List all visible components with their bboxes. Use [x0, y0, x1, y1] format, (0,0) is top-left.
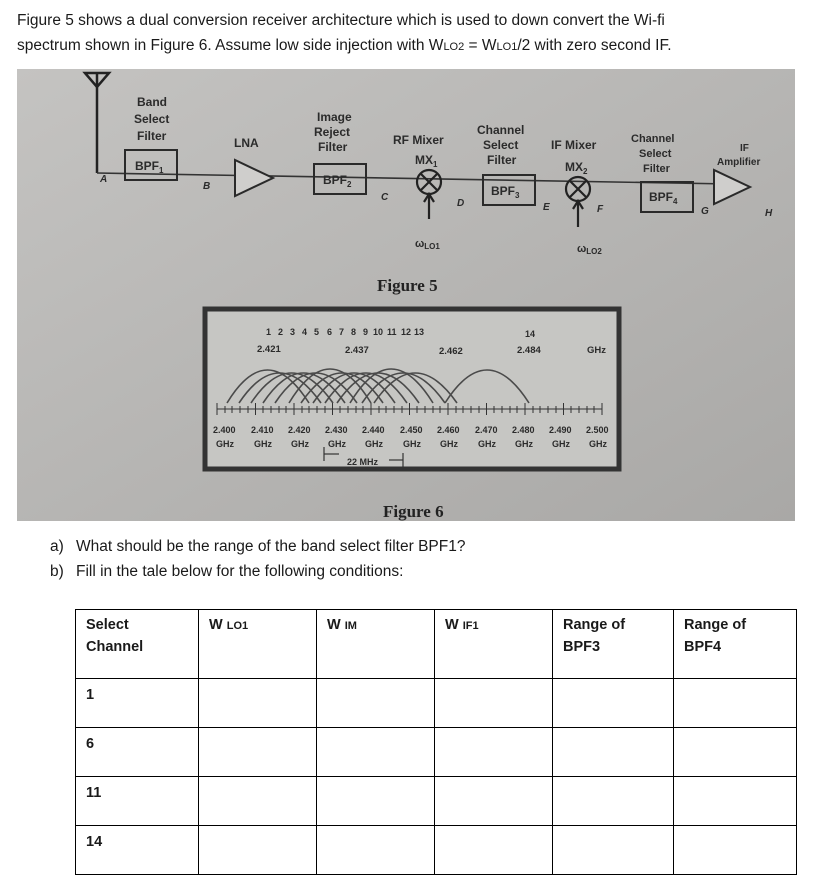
svg-text:GHz: GHz	[254, 439, 272, 449]
figure-5-caption: Figure 5	[377, 276, 438, 295]
svg-text:GHz: GHz	[403, 439, 421, 449]
intro-text: /2 with zero second IF.	[517, 37, 672, 54]
svg-text:2.462: 2.462	[439, 346, 463, 357]
figure-photo-drawing	[17, 69, 795, 521]
answer-cell[interactable]	[317, 777, 435, 826]
header-range-bpf3: Range of BPF3	[553, 610, 674, 679]
intro-subscript: LO2	[443, 41, 465, 53]
answer-cell[interactable]	[674, 728, 797, 777]
svg-text:2.430: 2.430	[325, 425, 348, 435]
channel-cell: 6	[76, 728, 199, 777]
svg-text:11: 11	[387, 327, 397, 337]
svg-text:GHz: GHz	[216, 439, 234, 449]
answer-cell[interactable]	[674, 679, 797, 728]
svg-text:GHz: GHz	[515, 439, 533, 449]
answer-cell[interactable]	[553, 826, 674, 875]
header-w-lo1: W LO1	[199, 610, 317, 679]
answer-cell[interactable]	[199, 679, 317, 728]
channel-cell: 1	[76, 679, 199, 728]
svg-text:2.400: 2.400	[213, 425, 236, 435]
table-row	[76, 679, 797, 728]
channel-cell: 11	[76, 777, 199, 826]
svg-text:8: 8	[351, 327, 357, 337]
question-b-text: Fill in the tale below for the following conditions:	[76, 563, 404, 580]
intro-line-2	[17, 33, 822, 60]
svg-text:2.410: 2.410	[251, 425, 274, 435]
svg-text:GHz: GHz	[365, 439, 383, 449]
bpf2-label: Image Reject Filter	[314, 110, 352, 154]
svg-text:12: 12	[401, 327, 412, 337]
svg-text:2.460: 2.460	[437, 425, 460, 435]
svg-text:2.450: 2.450	[400, 425, 423, 435]
svg-text:2.470: 2.470	[475, 425, 498, 435]
svg-text:2.490: 2.490	[549, 425, 572, 435]
mx2-name: $MX_2$	[565, 160, 588, 176]
svg-text:2.500: 2.500	[586, 425, 609, 435]
svg-text:2.480: 2.480	[512, 425, 535, 435]
svg-text:7: 7	[339, 327, 345, 337]
answer-cell[interactable]	[553, 728, 674, 777]
question-b	[50, 563, 403, 581]
answer-cell[interactable]	[199, 777, 317, 826]
bpf2-name: $BPF_2$	[323, 173, 352, 189]
table-header-row	[76, 610, 797, 679]
lo2-label: ωLO2	[577, 243, 602, 256]
answer-cell[interactable]	[199, 728, 317, 777]
question-a-label: a)	[50, 538, 64, 555]
svg-text:GHz: GHz	[552, 439, 570, 449]
header-w-im: W IM	[317, 610, 435, 679]
header-w-if1: W IF1	[435, 610, 553, 679]
svg-text:3: 3	[290, 327, 296, 337]
answer-cell[interactable]	[435, 728, 553, 777]
header-select-channel: Select Channel	[76, 610, 199, 679]
intro-subscript: LO1	[496, 41, 518, 53]
answer-cell[interactable]	[553, 777, 674, 826]
bpf1-name: $BPF_1$	[135, 159, 164, 175]
question-a-text: What should be the range of the band select filter BPF1?	[76, 538, 466, 555]
svg-text:2.440: 2.440	[362, 425, 385, 435]
svg-text:GHz: GHz	[291, 439, 309, 449]
svg-text:4: 4	[302, 327, 308, 337]
figure-6-caption: Figure 6	[383, 502, 444, 521]
bpf1-label: Band Select Filter	[134, 95, 170, 143]
table-row	[76, 728, 797, 777]
if-amplifier-label: IF Amplifier	[717, 143, 761, 168]
svg-text:5: 5	[314, 327, 320, 337]
axis-tick-labels	[213, 425, 609, 435]
channel-width-label: 22 MHz	[347, 457, 379, 467]
node-letters: A B C D E F G H	[100, 174, 773, 219]
answer-cell[interactable]	[435, 826, 553, 875]
svg-text:GHz: GHz	[328, 439, 346, 449]
answer-cell[interactable]	[317, 679, 435, 728]
svg-text:13: 13	[414, 327, 425, 337]
question-a	[50, 538, 465, 556]
intro-text: spectrum shown in Figure 6. Assume low side injection with W	[17, 37, 444, 54]
bpf3-label: Channel Select Filter	[477, 123, 525, 167]
table-row	[76, 777, 797, 826]
svg-text:GHz: GHz	[440, 439, 458, 449]
bpf4-label: Channel Select Filter	[631, 133, 675, 175]
svg-text:6: 6	[327, 327, 333, 337]
svg-text:2: 2	[278, 327, 284, 337]
answer-cell[interactable]	[317, 728, 435, 777]
answer-cell[interactable]	[435, 679, 553, 728]
svg-text:14: 14	[525, 329, 536, 339]
intro-line-1: Figure 5 shows a dual conversion receiver architecture which is used to down convert the Wi-fi	[17, 12, 665, 29]
answer-table	[75, 609, 797, 875]
lo1-label: ωLO1	[415, 238, 440, 251]
mx1-name: $MX_1$	[415, 153, 438, 169]
intro-text: = W	[464, 37, 497, 54]
bpf4-name: $BPF_4$	[649, 190, 678, 206]
svg-text:2.421: 2.421	[257, 344, 281, 355]
lna-label: LNA	[234, 136, 259, 150]
question-b-label: b)	[50, 563, 64, 580]
answer-cell[interactable]	[199, 826, 317, 875]
answer-cell[interactable]	[674, 777, 797, 826]
intro-paragraph	[17, 8, 822, 60]
svg-text:GHz: GHz	[478, 439, 496, 449]
bpf3-name: $BPF_3$	[491, 184, 520, 200]
svg-text:9: 9	[363, 327, 369, 337]
answer-cell[interactable]	[317, 826, 435, 875]
svg-text:10: 10	[373, 327, 384, 337]
table-row	[76, 826, 797, 875]
svg-text:2.420: 2.420	[288, 425, 311, 435]
answer-cell[interactable]	[674, 826, 797, 875]
svg-text:2.437: 2.437	[345, 345, 369, 356]
svg-text:GHz: GHz	[589, 439, 607, 449]
answer-cell[interactable]	[553, 679, 674, 728]
svg-text:1: 1	[266, 327, 272, 337]
answer-cell[interactable]	[435, 777, 553, 826]
if-mixer-label: IF Mixer	[551, 138, 597, 152]
header-range-bpf4: Range of BPF4	[674, 610, 797, 679]
svg-text:GHz: GHz	[587, 345, 606, 356]
rf-mixer-label: RF Mixer	[393, 133, 444, 147]
figure-photo	[17, 69, 795, 521]
svg-text:2.484: 2.484	[517, 345, 541, 356]
channel-cell: 14	[76, 826, 199, 875]
